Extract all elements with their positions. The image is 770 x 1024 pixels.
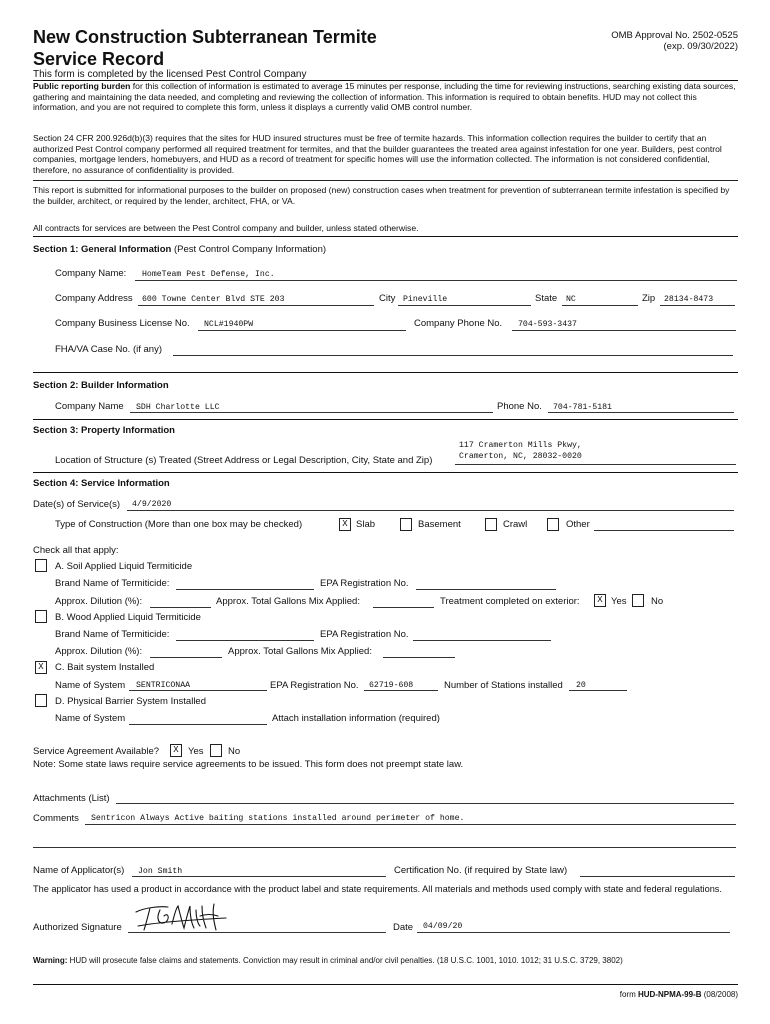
company-name-label: Company Name: [55, 268, 127, 279]
crawl-checkbox[interactable] [485, 518, 497, 531]
state-label: State [535, 293, 558, 304]
builder-phone-line [548, 412, 734, 413]
bait-epa-label: EPA Registration No. [270, 680, 359, 691]
builder-company-label: Company Name [55, 401, 124, 412]
section4-rule [33, 472, 738, 473]
applicator-statement: The applicator has used a product in accordance with the product label and state requirements. All materials and methods used comply with state and federal regulations. [33, 884, 722, 894]
other-field[interactable] [594, 530, 734, 531]
builder-company-line [130, 412, 493, 413]
address-field[interactable]: 600 Towne Center Blvd STE 203 [142, 295, 285, 304]
bait-system-name-label: Name of System [55, 680, 126, 691]
exterior-treatment-label: Treatment completed on exterior: [440, 596, 580, 607]
zip-label: Zip [642, 293, 656, 304]
footer-rule [33, 984, 738, 985]
stations-line [569, 690, 627, 691]
service-date-line [127, 510, 734, 511]
wood-applied-label: B. Wood Applied Liquid Termiticide [55, 612, 201, 623]
bait-system-checkbox[interactable]: X [35, 661, 47, 674]
attachments-label: Attachments (List) [33, 793, 110, 804]
bait-epa-field[interactable]: 62719-608 [369, 681, 414, 690]
wood-epa-field[interactable] [413, 640, 551, 641]
company-phone-field[interactable]: 704-593-3437 [518, 320, 577, 329]
state-field[interactable]: NC [566, 295, 576, 304]
zip-line [660, 305, 735, 306]
omb-expiry: (exp. 09/30/2022) [663, 41, 738, 52]
soil-brand-label: Brand Name of Termiticide: [55, 578, 170, 589]
certification-field[interactable] [580, 876, 735, 877]
section4-title: Section 4: Service Information [33, 478, 170, 489]
company-phone-label: Company Phone No. [414, 318, 503, 329]
soil-brand-field[interactable] [176, 589, 314, 590]
agreement-no-label: No [228, 746, 241, 757]
applicator-line [132, 876, 386, 877]
wood-gallons-field[interactable] [383, 657, 455, 658]
comments-line-2[interactable] [33, 847, 736, 848]
comments-label: Comments [33, 813, 79, 824]
property-address-line [455, 464, 736, 465]
basement-checkbox[interactable] [400, 518, 412, 531]
signature-image[interactable] [130, 898, 230, 934]
intro-rule [33, 180, 738, 181]
agreement-note: Note: Some state laws require service agreements to be issued. This form does not preempt state law. [33, 759, 464, 770]
exterior-yes-label: Yes [611, 596, 627, 607]
bait-epa-line [364, 690, 438, 691]
section3-rule [33, 419, 738, 420]
soil-dilution-label: Approx. Dilution (%): [55, 596, 143, 607]
applicator-field[interactable]: Jon Smith [138, 867, 183, 876]
form-prefix: form [619, 990, 638, 999]
property-address-line2[interactable]: Cramerton, NC, 28032-0020 [459, 452, 582, 461]
fha-case-label: FHA/VA Case No. (if any) [55, 344, 162, 355]
warning-text [33, 956, 623, 965]
state-line [562, 305, 638, 306]
applicator-label: Name of Applicator(s) [33, 865, 125, 876]
soil-gallons-field[interactable] [373, 607, 434, 608]
basement-label: Basement [418, 519, 461, 530]
service-agreement-label: Service Agreement Available? [33, 746, 160, 757]
exterior-no-label: No [651, 596, 664, 607]
bait-system-name-line [129, 690, 267, 691]
property-address-line1[interactable]: 117 Cramerton Mills Pkwy, [459, 441, 582, 450]
city-label: City [379, 293, 396, 304]
barrier-system-name-label: Name of System [55, 713, 126, 724]
subtitle: This form is completed by the licensed Pest Control Company [33, 69, 307, 80]
license-line [198, 330, 406, 331]
section2-rule [33, 372, 738, 373]
burden-text: for this collection of information is estimated to average 15 minutes per response, including the time for reviewing instructions, searching existing data sources, gathering and maintaining the data needed, and completing and reviewing the collection of information. This information is required to obtain benefits. HUD may not collect this information, and you are not required to complete this form, unless it displays a currently valid OMB control number. [33, 81, 736, 112]
company-name-line [135, 280, 737, 281]
agreement-yes-label: Yes [188, 746, 204, 757]
omb-approval [611, 30, 738, 52]
builder-company-field[interactable]: SDH Charlotte LLC [136, 403, 220, 412]
wood-epa-label: EPA Registration No. [320, 629, 409, 640]
zip-field[interactable]: 28134-8473 [664, 295, 714, 304]
service-date-label: Date(s) of Service(s) [33, 499, 121, 510]
builder-phone-label: Phone No. [497, 401, 542, 412]
exterior-yes-checkbox[interactable]: X [594, 594, 606, 607]
section1-heading: Section 1: General Information [33, 244, 172, 255]
physical-barrier-label: D. Physical Barrier System Installed [55, 696, 206, 707]
city-line [398, 305, 531, 306]
city-field[interactable]: Pineville [403, 295, 448, 304]
soil-applied-label: A. Soil Applied Liquid Termiticide [55, 561, 193, 572]
slab-label: Slab [356, 519, 376, 530]
slab-checkbox[interactable]: X [339, 518, 351, 531]
signature-date-label: Date [393, 922, 414, 933]
service-date-field[interactable]: 4/9/2020 [132, 500, 172, 509]
burden-paragraph [33, 81, 738, 113]
other-label: Other [566, 519, 590, 530]
form-date: (08/2008) [701, 990, 738, 999]
signature-label: Authorized Signature [33, 922, 122, 933]
license-label: Company Business License No. [55, 318, 190, 329]
report-paragraph: This report is submitted for informational purposes to the builder on proposed (new) construction cases when treatment for prevention of subterranean termite infestation is specified by the builder, architect, or required by the lender, architect, FHA, or VA. [33, 185, 730, 206]
section3-title: Section 3: Property Information [33, 425, 175, 436]
comments-line [85, 824, 736, 825]
wood-brand-field[interactable] [176, 640, 314, 641]
soil-applied-checkbox[interactable] [35, 559, 47, 572]
bait-system-name-field[interactable]: SENTRICONAA [136, 681, 191, 690]
section1-rule [33, 236, 738, 237]
license-field[interactable]: NCL#1940PW [204, 320, 254, 329]
wood-applied-checkbox[interactable] [35, 610, 47, 623]
form-number: HUD-NPMA-99-B [637, 990, 702, 999]
soil-dilution-field[interactable] [150, 607, 211, 608]
stations-field[interactable]: 20 [576, 681, 586, 690]
crawl-label: Crawl [503, 519, 528, 530]
omb-number: OMB Approval No. 2502-0525 [611, 30, 738, 41]
stations-label: Number of Stations installed [444, 680, 563, 691]
address-label: Company Address [55, 293, 133, 304]
section1-subheading: (Pest Control Company Information) [171, 244, 327, 255]
attachments-field[interactable] [116, 803, 734, 804]
wood-dilution-label: Approx. Dilution (%): [55, 646, 143, 657]
page-title [33, 26, 377, 70]
contracts-paragraph: All contracts for services are between the Pest Control company and builder, unless stated otherwise. [33, 223, 419, 233]
check-all-label: Check all that apply: [33, 545, 119, 556]
agreement-no-checkbox[interactable] [210, 744, 222, 757]
warning-heading: Warning: [33, 956, 68, 965]
exterior-no-checkbox[interactable] [632, 594, 644, 607]
agreement-yes-checkbox[interactable]: X [170, 744, 182, 757]
section24-paragraph: Section 24 CFR 200.926d(b)(3) requires that the sites for HUD insured structures must be free of termite hazards. This information collection requires the builder to certify that an authorized Pest Control company performed all required treatment for termites, and that the builder guarantees the treated area against infestation for one year. Builders, pest control companies, mortgage lenders, homebuyers, and HUD as a record of treatment for specific homes will use the information collected. The information is not considered confidential, therefore, no assurance of confidentiality is provided. [33, 133, 722, 175]
wood-gallons-label: Approx. Total Gallons Mix Applied: [228, 646, 372, 657]
soil-gallons-label: Approx. Total Gallons Mix Applied: [216, 596, 360, 607]
section1-title [33, 244, 326, 255]
physical-barrier-checkbox[interactable] [35, 694, 47, 707]
barrier-system-name-field[interactable] [129, 724, 267, 725]
comments-field[interactable]: Sentricon Always Active baiting stations installed around perimeter of home. [91, 814, 465, 823]
company-name-field[interactable]: HomeTeam Pest Defense, Inc. [142, 270, 275, 279]
warning-body: HUD will prosecute false claims and statements. Conviction may result in criminal and/or civil penalties. (18 U.S.C. 1001, 1010. 1012; 31 U.S.C. 3729, 3802) [67, 956, 623, 965]
form-id [620, 990, 738, 999]
certification-label: Certification No. (if required by State law) [394, 865, 568, 876]
bait-system-label: C. Bait system Installed [55, 662, 155, 673]
company-phone-line [512, 330, 736, 331]
other-checkbox[interactable] [547, 518, 559, 531]
fha-case-field[interactable] [173, 355, 733, 356]
address-line [138, 305, 374, 306]
construction-type-label: Type of Construction (More than one box may be checked) [55, 519, 303, 530]
wood-brand-label: Brand Name of Termiticide: [55, 629, 170, 640]
soil-epa-label: EPA Registration No. [320, 578, 409, 589]
signature-date-line [417, 932, 730, 933]
wood-dilution-field[interactable] [150, 657, 222, 658]
burden-heading: Public reporting burden [33, 81, 131, 91]
builder-phone-field[interactable]: 704-781-5181 [553, 403, 612, 412]
soil-epa-field[interactable] [416, 589, 556, 590]
title-line-2: Service Record [33, 49, 165, 69]
title-line-1: New Construction Subterranean Termite [33, 27, 377, 47]
attach-info-label: Attach installation information (required) [272, 713, 440, 724]
signature-date-field[interactable]: 04/09/20 [423, 922, 463, 931]
section2-title: Section 2: Builder Information [33, 380, 169, 391]
property-location-label: Location of Structure (s) Treated (Street Address or Legal Description, City, State and Zip) [55, 455, 433, 466]
